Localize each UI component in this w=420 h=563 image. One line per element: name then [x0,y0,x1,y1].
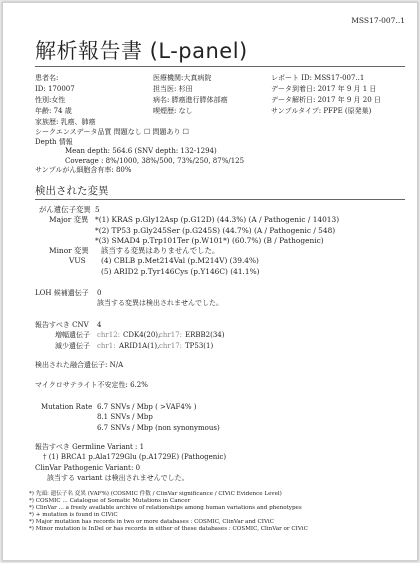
coverage: Coverage : 8%/1000, 38%/500, 73%/250, 87%/125 [65,156,245,165]
patient-age: 年齢: 74 歳 [35,107,72,115]
footnote: *) Major mutation has records in two or more databases : COSMIC, ClinVar and CIViC [29,519,274,526]
vus-item: (5) ARID2 p.Tyr146Cys (p.Y146C) (41.1%) [101,266,260,276]
major-item: *(3) SMAD4 p.Trp101Ter (p.W101*) (60.7%) (B / Pathogenic) [95,235,324,245]
title-divider [35,66,405,67]
clinvar-value: : 0 [131,463,141,472]
hospital-info [153,73,263,117]
mean-depth: Mean depth: 564.6 (SNV depth: 132-1294) [65,147,217,156]
germline-item: † (1) BRCA1 p.Ala1729Glu (p.A1729E) (Pathogenic) [43,453,227,462]
cnv-value: 4 [97,321,102,329]
gene-count-label: がん遺伝子変異 [39,205,91,214]
page-title: 解析報告書 (L-panel) [35,39,248,63]
minor-label: Minor 変異 [49,246,89,256]
detected-heading: 検出された変異 [35,185,109,197]
fusion: 検出された融合遺伝子: N/A [35,361,124,369]
doctor: 担当医: 杉田 [153,85,193,93]
quality-line: シークエンスデータ品質 問題なし ☐ 問題あり ☐ [35,128,189,136]
tmb-line: 8.1 SNVs / Mbp [97,413,153,422]
germline-label: 報告すべき Germline Variant : 1 [35,443,145,451]
patient-name: 患者名: [35,74,59,82]
patient-sex: 性別:女性 [35,96,66,104]
del-gene: TP53(1) [185,341,214,350]
footnote: *) 先頭: 遺伝子名 変異 (VAF%) (COSMIC 件数 / ClinVar significance / CIViC Evidence Level) [29,491,282,497]
institution: 医療機関:大真病院 [153,74,212,82]
clinvar-label: ClinVar Pathogenic Variant [35,463,131,472]
disease: 病名: 膵癌進行膵体部癌 [153,96,228,104]
clinvar-text: 該当する variant は検出されませんでした。 [47,473,189,482]
gene-count: 5 [95,205,100,214]
del-chr: chr1: [97,341,116,350]
sample-type: サンプルタイプ: PFPE (原発巣) [271,107,372,115]
footnotes [29,491,308,534]
patient-info [35,73,125,128]
msi: マイクロサテライト不安定性: 6.2% [35,381,148,389]
tmb-line: 6.7 SNVs / Mbp ( >VAF4% ) [97,403,197,411]
tmb-line: 6.7 SNVs / Mbp (non synonymous) [97,423,220,432]
loh-value: 0 [97,289,102,297]
quality-section [35,128,244,175]
amp-label: 増幅遺伝子 [55,331,90,340]
received-date: データ到着日: 2017 年 9 月 1 日 [271,85,377,93]
patient-id: ID: 170007 [35,85,75,93]
amp-gene: CDK4(20), [123,331,161,340]
report-page [2,2,418,561]
vus-label: VUS [69,256,86,266]
amp-chr: chr17: [159,331,183,340]
loh-text: 該当する変異は検出されませんでした。 [97,299,223,308]
footnote: *) Minor mutation is InDel or has records in either of these databases : COSMIC, ClinVar or CIViC [29,526,308,533]
report-info [271,73,416,117]
del-chr: chr17: [159,341,183,350]
depth-title: Depth 情報 [35,138,73,147]
major-item: *(2) TP53 p.Gly245Ser (p.G245S) (44.7%) (A / Pathogenic / 548) [95,225,336,235]
amp-gene: ERBB2(34) [185,331,225,340]
analyzed-date: データ解析日: 2017 年 9 月 20 日 [271,96,381,104]
report-id: レポート ID: MSS17-007..1 [271,74,365,82]
section-divider [35,199,405,200]
footnote: *) + mutation is found in CIViC [29,512,118,519]
family-history: 家族歴: 乳癌、肺癌 [35,118,96,126]
del-gene: ARID1A(1), [119,341,160,350]
footnote: *) COSMIC ... Catalogue of Somatic Mutations in Cancer [29,498,191,505]
tumor-rate: サンプルがん細胞含有率: 80% [35,165,132,174]
document-id: MSS17-007..1 [351,16,405,25]
vus-item: (4) CBLB p.Met214Val (p.M214V) (39.4%) [101,256,259,266]
footnote: *) ClinVar ... a freely available archive of relationships among human variations and phenotypes [29,505,302,512]
minor-text: 該当する変異はありませんでした。 [101,246,220,256]
amp-chr: chr12: [97,331,121,340]
tmb-label: Mutation Rate [41,403,93,411]
cnv-label: 報告すべき CNV [35,321,89,329]
major-label: Major 変異 [49,215,89,225]
major-item: *(1) KRAS p.Gly12Asp (p.G12D) (44.3%) (A / Pathogenic / 14013) [95,215,340,225]
del-label: 減少遺伝子 [55,341,90,350]
loh-label: LOH 候補遺伝子 [35,289,89,297]
smoking-history: 喫煙歴: なし [153,107,193,115]
